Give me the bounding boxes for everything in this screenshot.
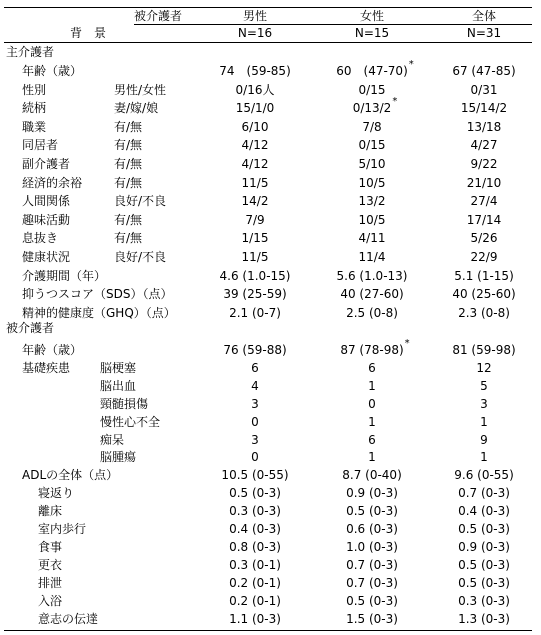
female-value: 0/15: [358, 138, 386, 153]
male-value: 0.2 (0-1): [229, 593, 281, 608]
male-header: 男性: [242, 9, 268, 23]
male-value: 4/12: [241, 138, 269, 153]
total-value: 0.3 (0-3): [458, 593, 510, 608]
female-value: 0.7 (0-3): [346, 575, 398, 590]
header-bottom-rule: [4, 42, 532, 43]
female-value: 1.5 (0-3): [346, 611, 398, 626]
male-value: 0.8 (0-3): [229, 539, 281, 554]
row-label: 趣味活動: [22, 212, 71, 227]
total-value: 0.5 (0-3): [458, 557, 510, 572]
female-value: 5/10: [358, 157, 386, 171]
male-value: 14/2: [241, 194, 269, 209]
total-value: 21/10: [466, 175, 502, 190]
row-label: 同居者: [22, 138, 59, 153]
male-value: 1.1 (0-3): [229, 611, 281, 626]
female-value: 0.5 (0-3): [346, 593, 398, 608]
male-value: 1/15: [241, 231, 269, 246]
row-label: 職業: [22, 119, 47, 134]
significance-mark: *: [392, 96, 398, 108]
total-value: 0/31: [470, 82, 498, 97]
female-value: 1.0 (0-3): [346, 539, 398, 554]
row-sub-label: 有/無: [114, 119, 143, 134]
row-label: 排泄: [38, 575, 63, 590]
row-label: 続柄: [22, 101, 47, 116]
female-value: 40 (27-60): [340, 287, 404, 302]
male-value: 11/5: [241, 175, 269, 190]
female-value: 0: [368, 396, 376, 411]
male-value: 11/5: [241, 250, 269, 264]
male-value: 6/10: [241, 119, 269, 134]
total-value: 5.1 (1-15): [454, 268, 514, 283]
female-value: 6: [368, 360, 376, 375]
caregiver-column-header: 被介護者: [134, 9, 183, 23]
female-value: 8.7 (0-40): [342, 468, 402, 483]
row-label: 基礎疾患: [22, 360, 71, 375]
total-value: 0.5 (0-3): [458, 575, 510, 590]
male-value: 15/1/0: [235, 101, 275, 116]
total-value: 1: [480, 414, 488, 429]
total-value: 12: [476, 360, 492, 375]
female-value: 6: [368, 432, 376, 447]
male-value: 4: [251, 378, 259, 393]
male-value: 10.5 (0-55): [221, 468, 289, 483]
female-value: 0.9 (0-3): [346, 486, 398, 501]
total-value: 0.4 (0-3): [458, 504, 510, 519]
male-value: 2.1 (0-7): [229, 305, 281, 320]
row-label: 抑うつスコア（SDS）（点）: [22, 287, 173, 302]
female-n: N=15: [354, 26, 390, 40]
bottom-rule: [4, 630, 532, 631]
section-care-receiver: 被介護者: [6, 321, 55, 335]
row-label: 室内歩行: [38, 522, 87, 536]
total-value: 17/14: [466, 212, 502, 227]
female-value: 1: [368, 378, 376, 393]
female-value: 0.6 (0-3): [346, 522, 398, 536]
female-value: 10/5: [358, 212, 386, 227]
total-value: 1: [480, 450, 488, 465]
row-label: ADLの全体（点）: [22, 468, 119, 483]
total-value: 1.3 (0-3): [458, 611, 510, 626]
total-value: 0.5 (0-3): [458, 522, 510, 536]
total-value: 5/26: [470, 231, 498, 246]
row-label: 更衣: [38, 557, 63, 572]
total-value: 13/18: [466, 119, 502, 134]
row-label: 介護期間（年）: [22, 268, 107, 283]
row-label: 息抜き: [22, 231, 59, 246]
total-value: 4/27: [470, 138, 498, 153]
row-label: 健康状況: [22, 250, 71, 264]
male-value: 0: [251, 414, 259, 429]
female-value: 60 (47-70): [336, 64, 408, 78]
row-sub-label: 良好/不良: [114, 250, 167, 264]
male-value: 0.5 (0-3): [229, 486, 281, 501]
row-sub-label: 男性/女性: [114, 82, 167, 97]
row-sub-label: 慢性心不全: [100, 414, 161, 429]
total-value: 15/14/2: [460, 101, 508, 116]
row-label: 寝返り: [38, 486, 75, 501]
total-header: 全体: [471, 9, 497, 23]
row-sub-label: 脳梗塞: [100, 360, 137, 375]
male-value: 3: [251, 396, 259, 411]
male-value: 0/16人: [235, 82, 275, 97]
female-value: 13/2: [358, 194, 386, 209]
row-sub-label: 痴呆: [100, 432, 125, 447]
male-value: 0.4 (0-3): [229, 522, 281, 536]
female-value: 0/15: [358, 82, 386, 97]
row-sub-label: 脳出血: [100, 378, 137, 393]
row-sub-label: 有/無: [114, 212, 143, 227]
female-value: 1: [368, 450, 376, 465]
female-value: 7/8: [362, 119, 382, 134]
male-value: 6: [251, 360, 259, 375]
male-value: 39 (25-59): [223, 287, 287, 302]
row-sub-label: 脳腫瘍: [100, 450, 137, 465]
row-sub-label: 良好/不良: [114, 194, 167, 209]
male-value: 4.6 (1.0-15): [219, 268, 291, 283]
row-sub-label: 有/無: [114, 231, 143, 246]
total-value: 27/4: [470, 194, 498, 209]
total-value: 22/9: [470, 250, 498, 264]
total-value: 9: [480, 432, 488, 447]
row-sub-label: 有/無: [114, 138, 143, 153]
total-value: 0.7 (0-3): [458, 486, 510, 501]
male-n: N=16: [237, 26, 273, 40]
total-n: N=31: [466, 26, 502, 40]
row-label: 入浴: [38, 593, 63, 608]
total-value: 5: [480, 378, 488, 393]
male-value: 76 (59-88): [223, 343, 287, 357]
total-value: 3: [480, 396, 488, 411]
male-value: 74 (59-85): [219, 64, 291, 78]
row-label: 副介護者: [22, 157, 71, 171]
female-value: 87 (78-98): [340, 343, 404, 357]
row-sub-label: 有/無: [114, 157, 143, 171]
row-label: 経済的余裕: [22, 175, 83, 190]
row-label: 精神的健康度（GHQ）（点）: [22, 305, 176, 320]
row-label: 年齢（歳）: [22, 343, 83, 357]
female-value: 0.5 (0-3): [346, 504, 398, 519]
male-value: 0.3 (0-1): [229, 557, 281, 572]
male-value: 7/9: [245, 212, 265, 227]
total-value: 9.6 (0-55): [454, 468, 514, 483]
female-value: 2.5 (0-8): [346, 305, 398, 320]
row-label: 人間関係: [22, 194, 71, 209]
total-value: 0.9 (0-3): [458, 539, 510, 554]
male-value: 3: [251, 432, 259, 447]
row-label: 食事: [38, 539, 63, 554]
total-value: 67 (47-85): [452, 64, 516, 78]
significance-mark: *: [408, 59, 414, 70]
total-value: 2.3 (0-8): [458, 305, 510, 320]
male-value: 0.3 (0-3): [229, 504, 281, 519]
female-value: 1: [368, 414, 376, 429]
header-underline: [134, 24, 532, 25]
female-value: 0/13/2: [352, 101, 392, 116]
row-label: 年齢（歳）: [22, 64, 83, 78]
female-value: 11/4: [358, 250, 386, 264]
female-header: 女性: [359, 9, 385, 23]
significance-mark: *: [404, 338, 410, 349]
female-value: 4/11: [358, 231, 386, 246]
row-label: 離床: [38, 504, 63, 519]
row-label: 意志の伝達: [38, 611, 99, 626]
row-sub-label: 有/無: [114, 175, 143, 190]
total-value: 9/22: [470, 157, 498, 171]
total-value: 40 (25-60): [452, 287, 516, 302]
row-label: 性別: [22, 82, 47, 97]
female-value: 10/5: [358, 175, 386, 190]
male-value: 4/12: [241, 157, 269, 171]
section-main-caregiver: 主介護者: [6, 45, 55, 59]
background-header: 背 景: [70, 26, 107, 40]
male-value: 0: [251, 450, 259, 465]
row-sub-label: 頸髄損傷: [100, 396, 149, 411]
top-rule: [4, 7, 532, 8]
male-value: 0.2 (0-1): [229, 575, 281, 590]
row-sub-label: 妻/嫁/娘: [114, 101, 159, 116]
female-value: 5.6 (1.0-13): [336, 268, 408, 283]
total-value: 81 (59-98): [452, 343, 516, 357]
female-value: 0.7 (0-3): [346, 557, 398, 572]
